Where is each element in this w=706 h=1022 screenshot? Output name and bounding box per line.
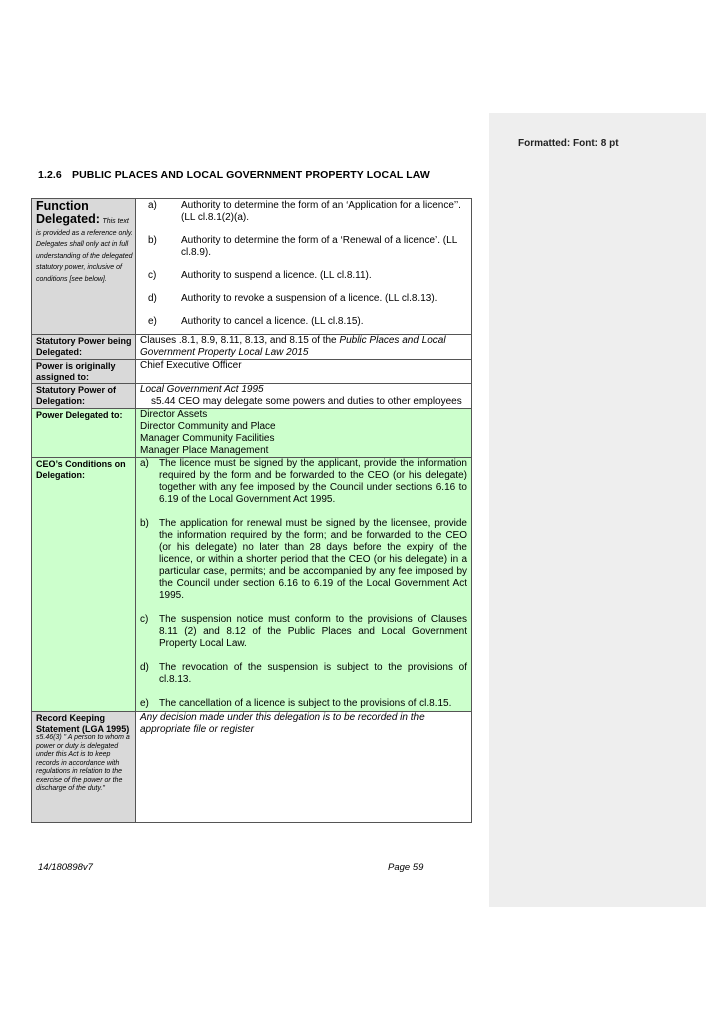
list-item: Director Assets — [140, 409, 208, 420]
row-originally-assigned — [32, 360, 472, 384]
footer-page-number: Page 59 — [388, 862, 424, 873]
function-items-cell — [136, 199, 472, 335]
function-label-cell — [32, 199, 136, 335]
comment-panel-title: Formatted: Font: 8 pt — [518, 138, 619, 149]
row-delegated-to — [32, 409, 472, 458]
list-item: d) The revocation of the suspension is subject to the provisions of cl.8.13. — [140, 662, 467, 685]
footer-doc-id: 14/180898v7 — [38, 862, 93, 873]
list-item: Manager Community Facilities — [140, 433, 275, 444]
delegated-to-value — [136, 409, 472, 458]
statutory-power-label: Statutory Power being Delegated: — [32, 335, 136, 360]
row-record-keeping — [32, 712, 472, 823]
list-item: a) Authority to determine the form of an ‘Application for a licence’’. (LL cl.8.1(2)(a). — [148, 200, 461, 223]
record-keeping-value: Any decision made under this delegation is to be recorded in the appropriate file or register — [136, 712, 472, 823]
list-item: a) The licence must be signed by the applicant, provide the information required by the form and be forwarded to the CEO (or his delegate) together with any fee imposed by the Council under sections 6.16 to 6.19 of the Local Government Act 1995. — [140, 458, 467, 505]
function-items-list — [140, 200, 471, 328]
section-heading — [38, 169, 430, 181]
section-title: PUBLIC PLACES AND LOCAL GOVERNMENT PROPERTY LOCAL LAW — [72, 169, 430, 181]
function-label: Function Delegated: — [36, 199, 100, 226]
record-keeping-note: s5.46(3) " A person to whom a power or duty is delegated under this Act is to keep records in accordance with regulations in relation to the exercise of the power or the discharge of the duty." — [36, 734, 130, 792]
power-of-delegation-label: Statutory Power of Delegation: — [32, 384, 136, 409]
conditions-value — [136, 458, 472, 712]
list-item: b) Authority to determine the form of a ‘Renewal of a licence’. (LL cl.8.9). — [148, 235, 457, 258]
comment-panel — [489, 113, 706, 907]
list-item: c) The suspension notice must conform to the provisions of Clauses 8.11 (2) and 8.12 of the Public Places and Local Government Property Local Law. — [140, 614, 467, 649]
section-number: 1.2.6 — [38, 169, 62, 181]
originally-assigned-value: Chief Executive Officer — [136, 360, 472, 384]
list-item: e) The cancellation of a licence is subject to the provisions of cl.8.15. — [140, 698, 452, 709]
originally-assigned-label: Power is originally assigned to: — [32, 360, 136, 384]
delegation-detail: s5.44 CEO may delegate some powers and duties to other employees — [151, 396, 462, 407]
row-function-delegated — [32, 199, 472, 335]
list-item: e) Authority to cancel a licence. (LL cl.8.15). — [148, 316, 364, 327]
list-item: c) Authority to suspend a licence. (LL cl.8.11). — [148, 270, 372, 281]
row-power-of-delegation — [32, 384, 472, 409]
list-item: b) The application for renewal must be signed by the licensee, provide the information required by the form; and be forwarded to the CEO (or his delegate) no later than 28 days before the expiry of the licence, or within a shorter period that the CEO (or his delegate) in a particular case, permits; and be accompanied by any fee imposed by the Council under section 6.16 to 6.19 of the Local Government Act 1995. — [140, 518, 467, 601]
statutory-power-value: Clauses .8.1, 8.9, 8.11, 8.13, and 8.15 of the Public Places and Local Government Property Local Law 2015 — [136, 335, 472, 360]
delegated-to-label: Power Delegated to: — [32, 409, 136, 458]
row-statutory-power — [32, 335, 472, 360]
list-item: d) Authority to revoke a suspension of a licence. (LL cl.8.13). — [148, 293, 438, 304]
function-note: This text is provided as a reference only. Delegates shall only act in full understanding of the delegated statutory power, inclusive of conditions [see below]. — [36, 218, 133, 283]
record-keeping-label: Record Keeping Statement (LGA 1995) — [36, 713, 130, 734]
delegation-table — [31, 198, 472, 823]
conditions-list — [140, 458, 471, 710]
row-conditions — [32, 458, 472, 712]
list-item: Manager Place Management — [140, 445, 269, 456]
power-of-delegation-value — [136, 384, 472, 409]
conditions-label: CEO’s Conditions on Delegation: — [32, 458, 136, 712]
record-keeping-label-cell — [32, 712, 136, 823]
delegation-act: Local Government Act 1995 — [140, 384, 264, 395]
list-item: Director Community and Place — [140, 421, 276, 432]
